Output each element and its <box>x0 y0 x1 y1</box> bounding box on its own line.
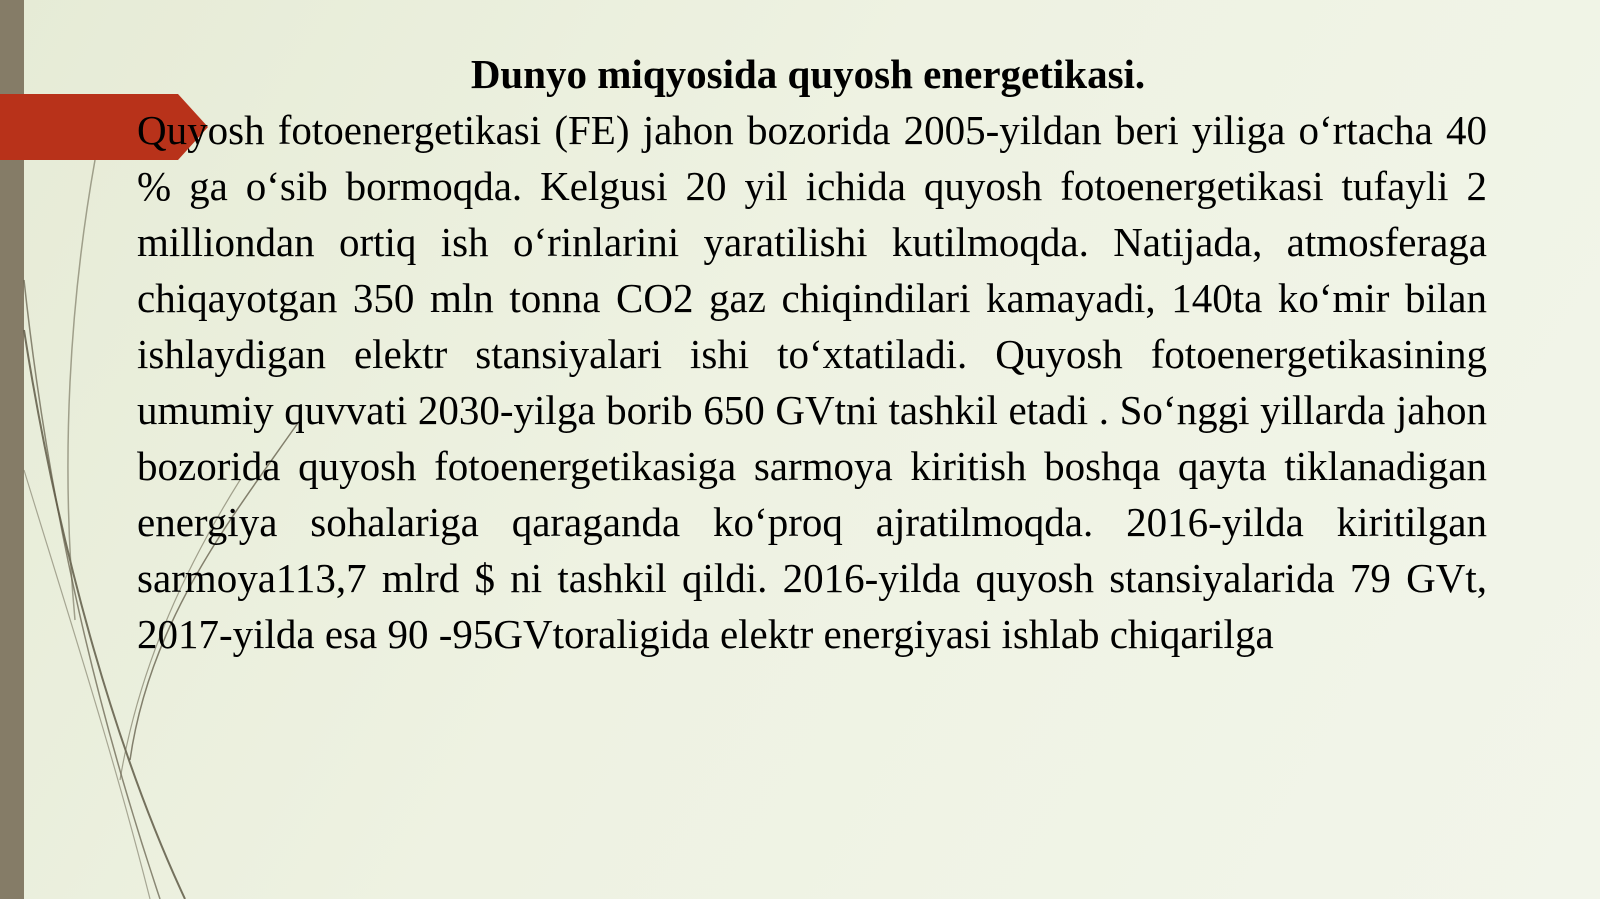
swoosh-line-3 <box>68 160 95 620</box>
slide-body-text: Quyosh fotoenergetikasi (FE) jahon bozorida 2005-yildan beri yiliga o‘rtacha 40 % ga o‘sib bormoqda. Kelgusi 20 yil ichida quyosh fotoenergetikasi tufayli 2 milliondan ortiq ish o‘rinlarini yaratilishi kutilmoqda. Natijada, atmosferaga chiqayotgan 350 mln tonna CO2 gaz chiqindilari kamayadi, 140ta ko‘mir bilan ishlaydigan elektr stansiyalari ishi to‘xtatiladi. Quyosh fotoenergetikasining umumiy quvvati 2030-yilga borib 650 GVtni tashkil etadi . So‘nggi yillarda jahon bozorida quyosh fotoenergetikasiga sarmoya kiritish boshqa qayta tiklanadigan energiya sohalariga qaraganda ko‘proq ajratilmoqda. 2016-yilda kiritilgan sarmoya113,7 mlrd $ ni tashkil qildi. 2016-yilda quyosh stansiyalarida 79 GVt, 2017-yilda esa 90 -95GVtoraligida elektr energiyasi ishlab chiqarilga <box>137 107 1487 657</box>
swoosh-line-6 <box>24 470 150 899</box>
slide-title: Dunyo miqyosida quyosh energetikasi. <box>470 51 1146 97</box>
